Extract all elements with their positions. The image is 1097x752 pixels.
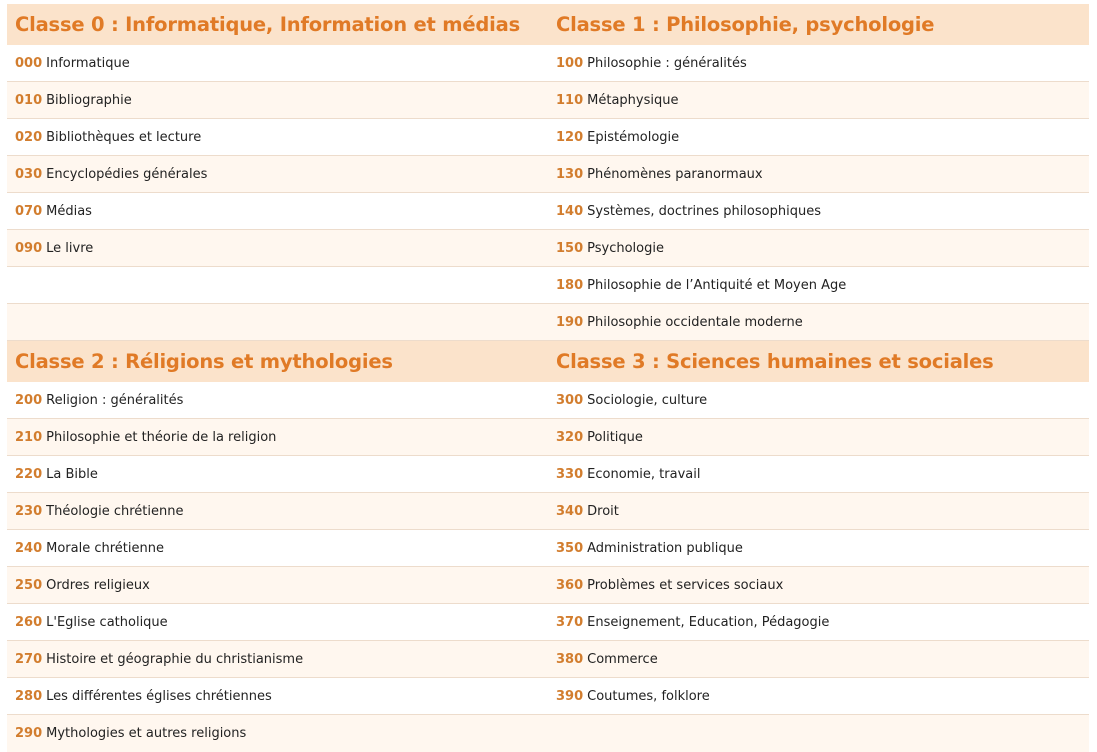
list-item xyxy=(7,567,548,604)
class-section xyxy=(7,341,1089,752)
dewey-code: 260 xyxy=(15,614,43,630)
list-item xyxy=(548,382,1089,419)
dewey-code: 270 xyxy=(15,651,43,667)
dewey-code: 340 xyxy=(556,503,584,519)
class-title: Classe 0 : Informatique, Information et médias xyxy=(15,13,520,36)
subject-label: Ordres religieux xyxy=(46,577,150,593)
class-section xyxy=(7,4,1089,341)
subject-label: Sociologie, culture xyxy=(587,392,708,408)
dewey-code: 020 xyxy=(15,129,43,145)
empty-row xyxy=(548,715,1089,752)
list-item xyxy=(7,419,548,456)
list-item xyxy=(7,641,548,678)
subject-label: Médias xyxy=(46,203,92,219)
list-item xyxy=(7,119,548,156)
subject-label: Coutumes, folklore xyxy=(587,688,710,704)
dewey-code: 300 xyxy=(556,392,584,408)
subject-label: Philosophie : généralités xyxy=(587,55,747,71)
list-item xyxy=(548,678,1089,715)
dewey-code: 200 xyxy=(15,392,43,408)
dewey-code: 380 xyxy=(556,651,584,667)
list-item xyxy=(548,82,1089,119)
subject-label: Commerce xyxy=(587,651,658,667)
list-item xyxy=(7,678,548,715)
class-header xyxy=(548,4,1089,45)
classification-grid xyxy=(7,4,1089,752)
list-item xyxy=(548,530,1089,567)
dewey-code: 130 xyxy=(556,166,584,182)
class-column xyxy=(548,341,1089,752)
list-item xyxy=(548,456,1089,493)
dewey-code: 360 xyxy=(556,577,584,593)
list-item xyxy=(7,493,548,530)
subject-label: Les différentes églises chrétiennes xyxy=(46,688,272,704)
dewey-code: 280 xyxy=(15,688,43,704)
empty-row xyxy=(7,304,548,341)
subject-label: Informatique xyxy=(46,55,130,71)
dewey-code: 320 xyxy=(556,429,584,445)
dewey-code: 370 xyxy=(556,614,584,630)
subject-label: Problèmes et services sociaux xyxy=(587,577,784,593)
list-item xyxy=(548,419,1089,456)
dewey-code: 140 xyxy=(556,203,584,219)
list-item xyxy=(7,45,548,82)
class-column xyxy=(7,4,548,341)
list-item xyxy=(548,641,1089,678)
list-item xyxy=(7,604,548,641)
subject-label: La Bible xyxy=(46,466,98,482)
list-item xyxy=(7,82,548,119)
subject-label: Bibliothèques et lecture xyxy=(46,129,202,145)
subject-label: Philosophie de l’Antiquité et Moyen Age xyxy=(587,277,847,293)
class-title: Classe 2 : Réligions et mythologies xyxy=(15,350,393,373)
list-item xyxy=(548,493,1089,530)
dewey-code: 230 xyxy=(15,503,43,519)
subject-label: Bibliographie xyxy=(46,92,132,108)
subject-label: Philosophie occidentale moderne xyxy=(587,314,803,330)
dewey-code: 090 xyxy=(15,240,43,256)
list-item xyxy=(7,715,548,752)
dewey-code: 000 xyxy=(15,55,43,71)
list-item xyxy=(548,119,1089,156)
subject-label: Encyclopédies générales xyxy=(46,166,208,182)
subject-label: Systèmes, doctrines philosophiques xyxy=(587,203,821,219)
subject-label: Le livre xyxy=(46,240,94,256)
dewey-code: 010 xyxy=(15,92,43,108)
subject-label: Mythologies et autres religions xyxy=(46,726,247,741)
list-item xyxy=(548,267,1089,304)
dewey-code: 350 xyxy=(556,540,584,556)
dewey-code: 150 xyxy=(556,240,584,256)
class-header xyxy=(548,341,1089,382)
class-column xyxy=(548,4,1089,341)
list-item xyxy=(548,156,1089,193)
list-item xyxy=(7,230,548,267)
list-item xyxy=(548,604,1089,641)
subject-label: Droit xyxy=(587,503,619,519)
dewey-code: 330 xyxy=(556,466,584,482)
list-item xyxy=(548,304,1089,341)
subject-label: Psychologie xyxy=(587,240,664,256)
subject-label: Histoire et géographie du christianisme xyxy=(46,651,304,667)
class-title: Classe 3 : Sciences humaines et sociales xyxy=(556,350,994,373)
subject-label: Epistémologie xyxy=(587,129,680,145)
subject-label: Théologie chrétienne xyxy=(46,503,184,519)
list-item xyxy=(7,156,548,193)
subject-label: Politique xyxy=(587,429,643,445)
list-item xyxy=(548,230,1089,267)
dewey-code: 390 xyxy=(556,688,584,704)
dewey-code: 110 xyxy=(556,92,584,108)
empty-row xyxy=(7,267,548,304)
dewey-code: 180 xyxy=(556,277,584,293)
dewey-code: 120 xyxy=(556,129,584,145)
dewey-code: 210 xyxy=(15,429,43,445)
subject-label: Religion : généralités xyxy=(46,392,184,408)
subject-label: Philosophie et théorie de la religion xyxy=(46,429,277,445)
subject-label: Economie, travail xyxy=(587,466,701,482)
subject-label: Phénomènes paranormaux xyxy=(587,166,763,182)
dewey-code: 190 xyxy=(556,314,584,330)
class-column xyxy=(7,341,548,752)
subject-label: Enseignement, Education, Pédagogie xyxy=(587,614,830,630)
list-item xyxy=(548,45,1089,82)
class-header xyxy=(7,4,548,45)
list-item xyxy=(7,530,548,567)
subject-label: L'Eglise catholique xyxy=(46,614,168,630)
list-item xyxy=(7,382,548,419)
list-item xyxy=(7,193,548,230)
dewey-code: 070 xyxy=(15,203,43,219)
dewey-code: 220 xyxy=(15,466,43,482)
list-item xyxy=(548,567,1089,604)
dewey-code: 290 xyxy=(15,726,43,741)
subject-label: Métaphysique xyxy=(587,92,679,108)
list-item xyxy=(7,456,548,493)
dewey-code: 240 xyxy=(15,540,43,556)
subject-label: Administration publique xyxy=(587,540,743,556)
list-item xyxy=(548,193,1089,230)
class-header xyxy=(7,341,548,382)
class-title: Classe 1 : Philosophie, psychologie xyxy=(556,13,935,36)
dewey-code: 250 xyxy=(15,577,43,593)
dewey-code: 100 xyxy=(556,55,584,71)
dewey-code: 030 xyxy=(15,166,43,182)
subject-label: Morale chrétienne xyxy=(46,540,164,556)
